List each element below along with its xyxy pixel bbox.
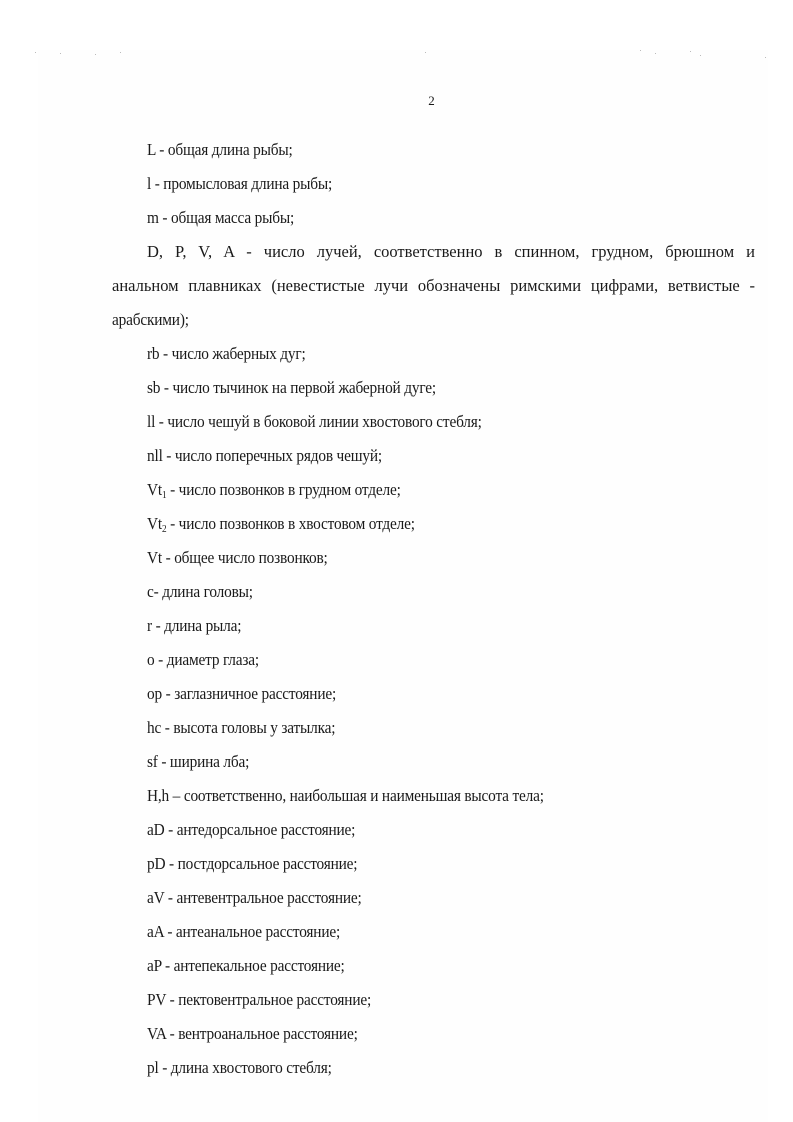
symbol-Vt: Vt (147, 480, 162, 499)
definition-DPVA-line3: арабскими); (112, 310, 189, 329)
definition-L: L - общая длина рыбы; (147, 140, 293, 159)
scan-artifact (425, 52, 426, 53)
scan-artifact (120, 52, 121, 53)
scan-artifact (655, 53, 656, 54)
definition-o: o - диаметр глаза; (147, 650, 259, 669)
scan-artifact (640, 50, 641, 51)
scan-artifact (765, 57, 766, 58)
scan-artifact (35, 52, 36, 53)
definition-Vt: Vt - общее число позвонков; (147, 548, 328, 567)
definition-DPVA-line2: анальном плавниках (невестистые лучи обозначены римскими цифрами, ветвистые - (112, 276, 755, 295)
definition-Vt1 (147, 480, 401, 501)
scan-artifact (60, 53, 61, 54)
definition-Vt2 (147, 514, 415, 535)
definition-pD: pD - постдорсальное расстояние; (147, 854, 358, 873)
definition-pl: pl - длина хвостового стебля; (147, 1058, 332, 1077)
definition-sf: sf - ширина лба; (147, 752, 250, 771)
definition-op: op - заглазничное расстояние; (147, 684, 337, 703)
subscript-2: 2 (161, 524, 167, 535)
definition-hc: hc - высота головы у затылка; (147, 718, 336, 737)
definition-ll: ll - число чешуй в боковой линии хвостового стебля; (147, 412, 482, 431)
definition-aD: aD - антедорсальное расстояние; (147, 820, 356, 839)
definition-VA: VA - вентроанальное расстояние; (147, 1024, 358, 1043)
definition-m: m - общая масса рыбы; (147, 208, 295, 227)
definition-DPVA-line1: D, P, V, A - число лучей, соответственно в спинном, грудном, брюшном и (147, 242, 755, 261)
definition-text: - число позвонков в грудном отделе; (166, 480, 401, 499)
page-number: 2 (428, 93, 435, 108)
definition-l: l - промысловая длина рыбы; (147, 174, 333, 193)
scan-artifact (700, 55, 701, 56)
symbol-Vt: Vt (147, 514, 162, 533)
definition-text: - число позвонков в хвостовом отделе; (166, 514, 415, 533)
definition-c: c- длина головы; (147, 582, 253, 601)
definition-aA: aA - антеанальное расстояние; (147, 922, 341, 941)
definition-rb: rb - число жаберных дуг; (147, 344, 306, 363)
definition-PV: PV - пектовентральное расстояние; (147, 990, 372, 1009)
scan-artifact (690, 51, 691, 52)
scan-artifact (95, 54, 96, 55)
definition-aP: aP - антепекальное расстояние; (147, 956, 345, 975)
definition-Hh: H,h – соответственно, наибольшая и наименьшая высота тела; (147, 786, 544, 805)
definition-sb: sb - число тычинок на первой жаберной дуге; (147, 378, 436, 397)
subscript-1: 1 (161, 490, 167, 501)
definition-nll: nll - число поперечных рядов чешуй; (147, 446, 382, 465)
definition-aV: aV - антевентральное расстояние; (147, 888, 362, 907)
definition-r: r - длина рыла; (147, 616, 242, 635)
